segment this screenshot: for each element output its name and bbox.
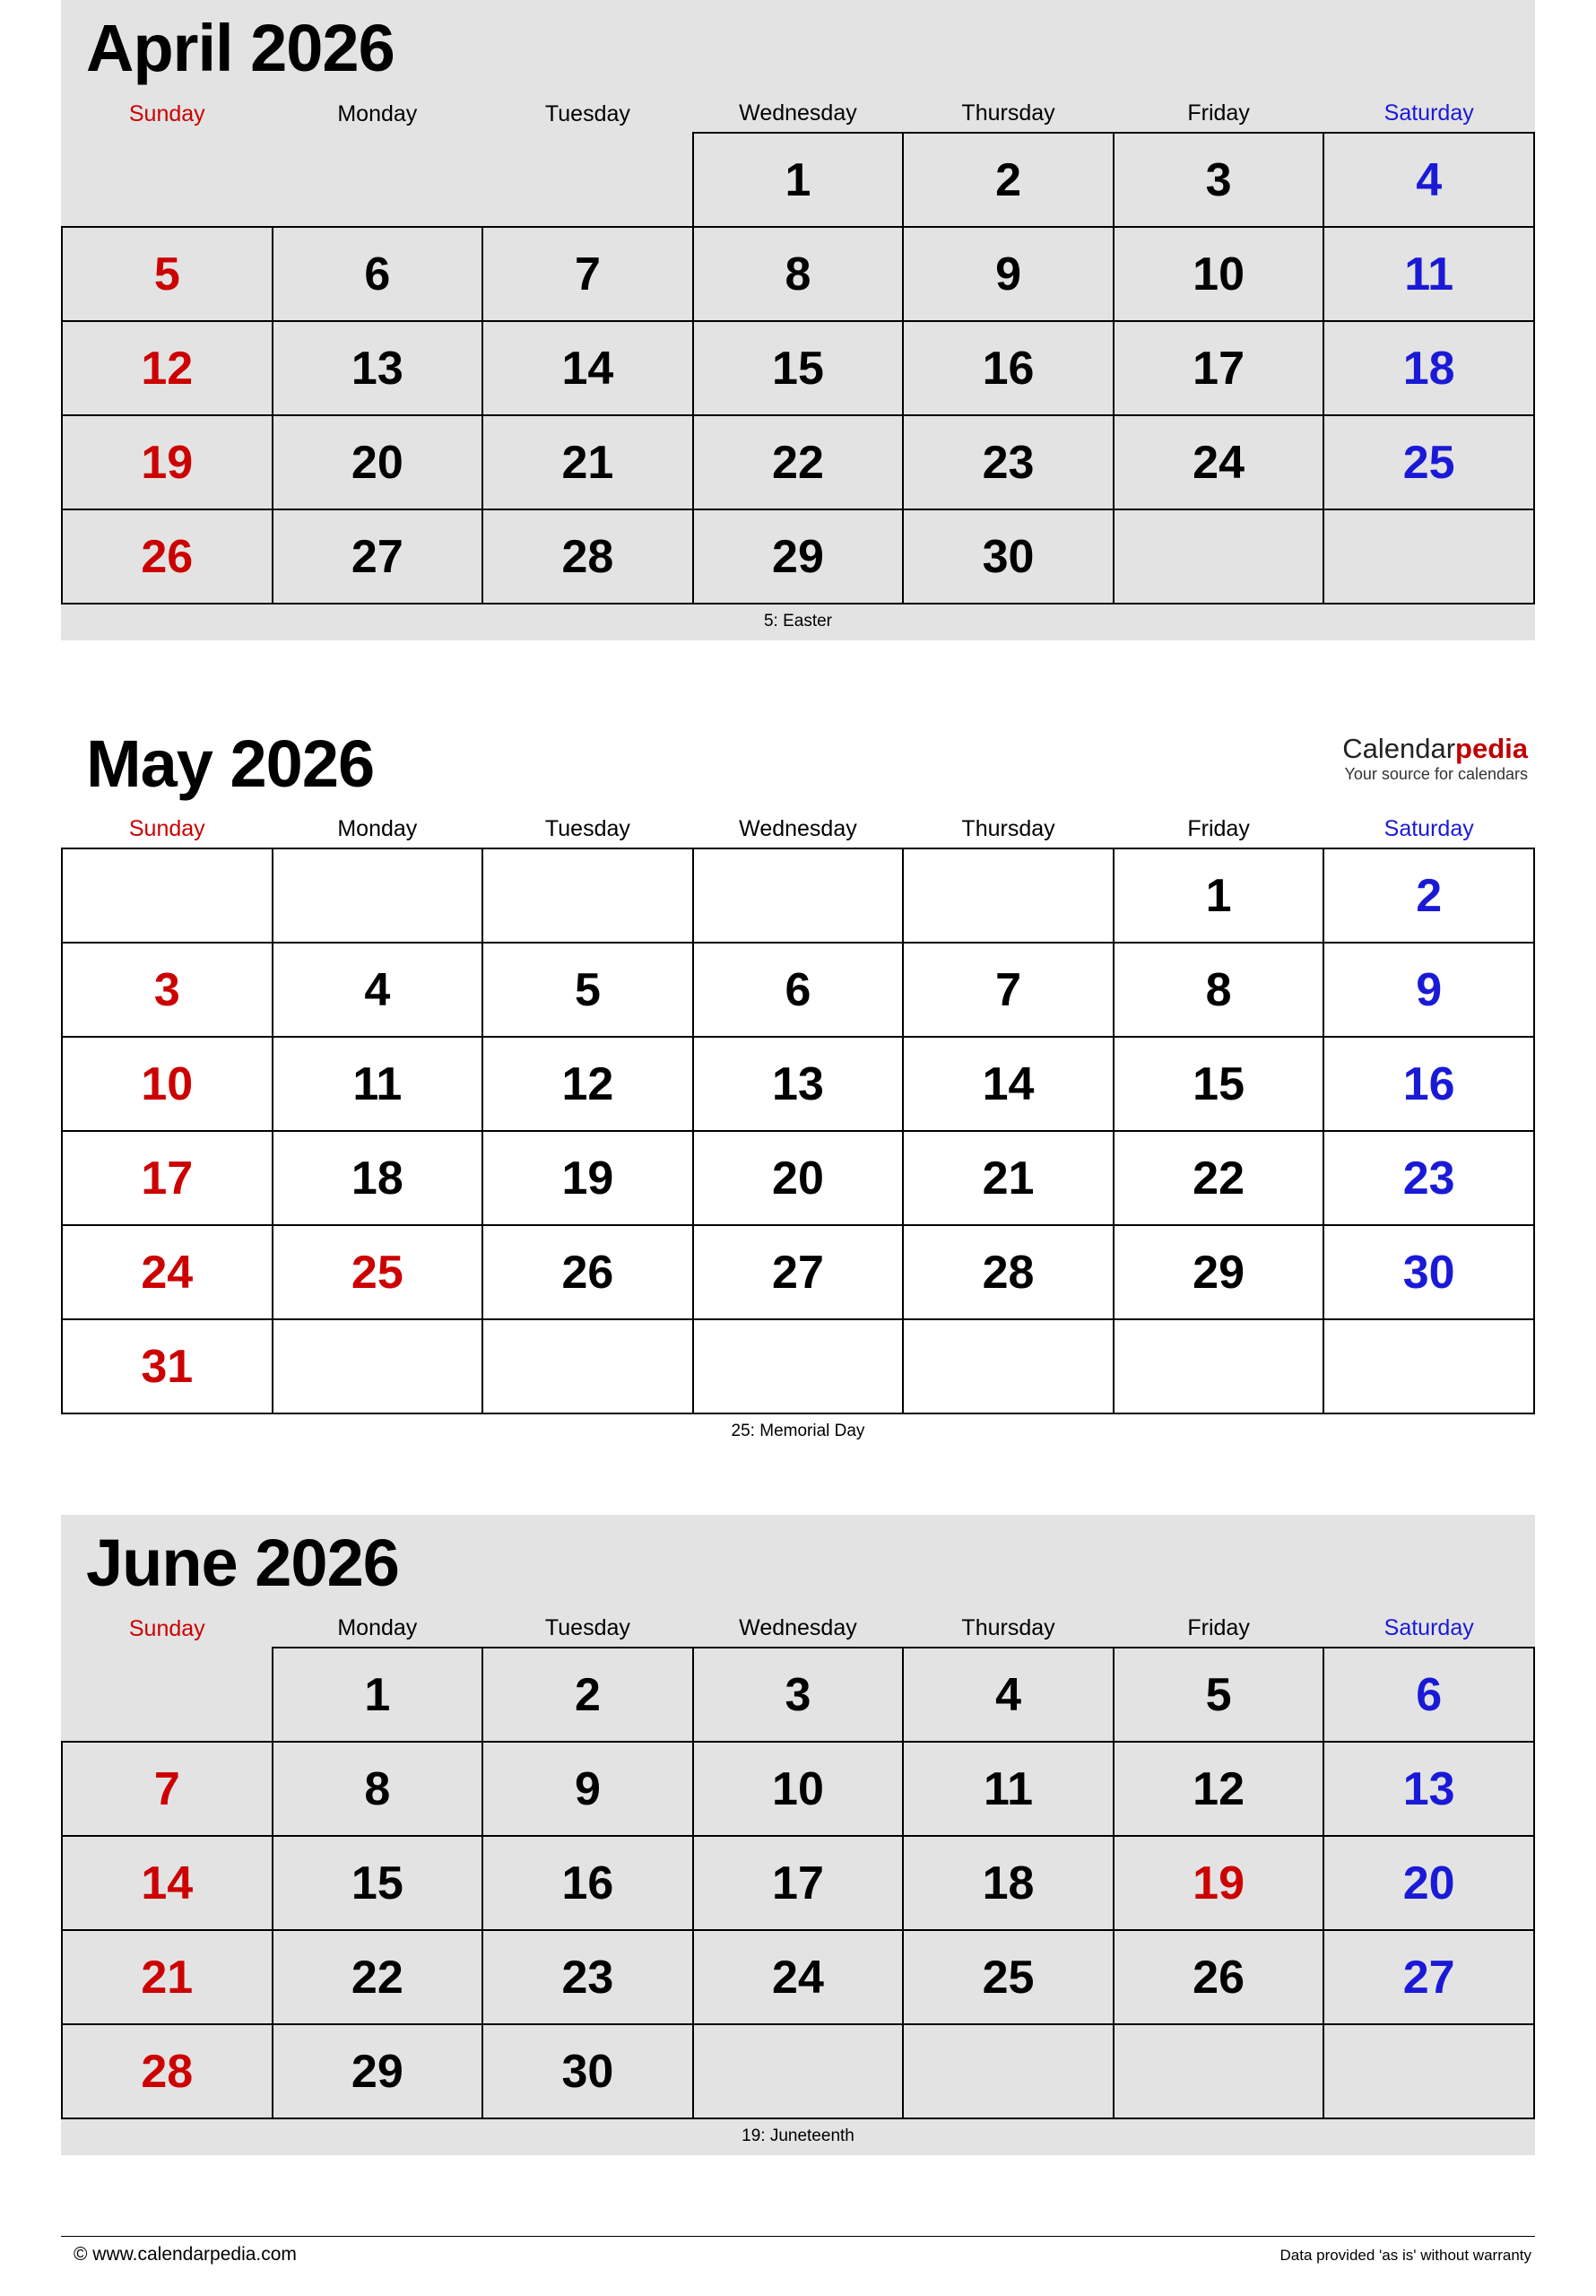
weekday-sunday: Sunday: [128, 1615, 205, 1641]
day-cell-empty: [62, 1648, 273, 1742]
day-cell: 2: [1323, 848, 1534, 943]
day-cell: 5: [482, 943, 693, 1037]
day-cell: 21: [482, 415, 693, 509]
day-cell: 18: [903, 1836, 1114, 1930]
month-title-june: June 2026: [86, 1526, 399, 1600]
calendar-table-june: [61, 1615, 1535, 2119]
day-cell: 15: [273, 1836, 483, 1930]
day-cell-holiday: 19: [1114, 1836, 1324, 1930]
month-header-may: [61, 716, 1535, 816]
brand-name-dark: Calendar: [1342, 733, 1456, 764]
weekday-friday: Friday: [1187, 816, 1250, 841]
day-cell: 15: [693, 321, 904, 415]
day-cell: 12: [62, 321, 273, 415]
day-cell-empty: [903, 2024, 1114, 2118]
weekday-wednesday: Wednesday: [739, 100, 857, 126]
weekday-friday: Friday: [1187, 100, 1250, 126]
day-cell: 3: [62, 943, 273, 1037]
day-cell: 26: [482, 1225, 693, 1319]
day-cell: 19: [62, 415, 273, 509]
weekday-tuesday: Tuesday: [544, 1615, 630, 1640]
calendar-week-row: [62, 227, 1534, 321]
day-cell: 9: [482, 1742, 693, 1836]
day-cell: 20: [693, 1131, 904, 1225]
weekday-monday: Monday: [337, 816, 418, 841]
day-cell: 26: [62, 509, 273, 604]
day-cell: 16: [1323, 1037, 1534, 1131]
day-cell: 23: [482, 1930, 693, 2024]
weekday-header-row: [62, 816, 1534, 848]
calendar-week-row: [62, 848, 1534, 943]
calendar-week-row: [62, 1225, 1534, 1319]
weekday-header-row: [62, 100, 1534, 133]
day-cell-empty: [482, 848, 693, 943]
day-cell-empty: [62, 133, 273, 227]
month-block-june: [61, 1515, 1535, 2155]
spacer: [61, 640, 1535, 716]
brand-tagline: Your source for calendars: [1344, 765, 1528, 784]
calendar-week-row: [62, 1930, 1534, 2024]
day-cell: 4: [1323, 133, 1534, 227]
day-cell: 30: [482, 2024, 693, 2118]
day-cell: 12: [1114, 1742, 1324, 1836]
weekday-header-row: [62, 1615, 1534, 1648]
day-cell: 23: [1323, 1131, 1534, 1225]
day-cell: 28: [903, 1225, 1114, 1319]
weekday-thursday: Thursday: [961, 1615, 1055, 1640]
footer-divider: [61, 2236, 1535, 2237]
month-header-april: [61, 0, 1535, 100]
day-cell-empty: [1323, 509, 1534, 604]
month-header-june: [61, 1515, 1535, 1615]
day-cell-empty: [693, 2024, 904, 2118]
calendar-table-may: [61, 816, 1535, 1414]
day-cell: 8: [693, 227, 904, 321]
day-cell-empty: [1114, 509, 1324, 604]
weekday-saturday: Saturday: [1383, 1615, 1474, 1640]
day-cell: 24: [1114, 415, 1324, 509]
day-cell: 13: [1323, 1742, 1534, 1836]
day-cell-empty: [273, 848, 483, 943]
month-notes-may: 25: Memorial Day: [731, 1422, 865, 1440]
day-cell: 7: [62, 1742, 273, 1836]
day-cell: 9: [1323, 943, 1534, 1037]
day-cell: 17: [1114, 321, 1324, 415]
month-title-may: May 2026: [86, 726, 375, 801]
calendar-week-row: [62, 943, 1534, 1037]
day-cell: 27: [693, 1225, 904, 1319]
day-cell: 14: [62, 1836, 273, 1930]
weekday-tuesday: Tuesday: [544, 816, 630, 841]
day-cell: 17: [693, 1836, 904, 1930]
day-cell: 2: [482, 1648, 693, 1742]
day-cell: 10: [1114, 227, 1324, 321]
day-cell: 16: [482, 1836, 693, 1930]
day-cell-empty: [1323, 1319, 1534, 1413]
day-cell: 6: [273, 227, 483, 321]
day-cell-empty: [62, 848, 273, 943]
day-cell: 18: [1323, 321, 1534, 415]
day-cell-holiday: 25: [273, 1225, 483, 1319]
day-cell: 20: [1323, 1836, 1534, 1930]
day-cell: 4: [903, 1648, 1114, 1742]
day-cell: 18: [273, 1131, 483, 1225]
day-cell-empty: [903, 848, 1114, 943]
day-cell: 24: [62, 1225, 273, 1319]
day-cell: 26: [1114, 1930, 1324, 2024]
day-cell: 29: [273, 2024, 483, 2118]
spacer: [61, 1450, 1535, 1515]
day-cell-empty: [1114, 2024, 1324, 2118]
day-cell: 20: [273, 415, 483, 509]
day-cell: 30: [1323, 1225, 1534, 1319]
day-cell: 2: [903, 133, 1114, 227]
day-cell: 6: [693, 943, 904, 1037]
weekday-wednesday: Wednesday: [739, 816, 857, 841]
day-cell: 14: [482, 321, 693, 415]
day-cell: 3: [693, 1648, 904, 1742]
day-cell: 8: [1114, 943, 1324, 1037]
day-cell: 25: [1323, 415, 1534, 509]
weekday-saturday: Saturday: [1383, 100, 1474, 126]
day-cell: 11: [903, 1742, 1114, 1836]
day-cell: 13: [693, 1037, 904, 1131]
day-cell: 22: [693, 415, 904, 509]
day-cell: 12: [482, 1037, 693, 1131]
weekday-monday: Monday: [337, 100, 418, 126]
day-cell-empty: [482, 1319, 693, 1413]
day-cell-empty: [273, 1319, 483, 1413]
day-cell: 29: [1114, 1225, 1324, 1319]
day-cell: 21: [903, 1131, 1114, 1225]
brand-name-red: pedia: [1455, 733, 1528, 764]
weekday-wednesday: Wednesday: [739, 1615, 857, 1640]
brand-logo: [1342, 734, 1528, 784]
month-block-april: [61, 0, 1535, 640]
day-cell: 7: [482, 227, 693, 321]
day-cell: 27: [1323, 1930, 1534, 2024]
calendar-week-row: [62, 2024, 1534, 2118]
day-cell: 5: [1114, 1648, 1324, 1742]
day-cell-empty: [693, 1319, 904, 1413]
day-cell: 4: [273, 943, 483, 1037]
day-cell: 22: [273, 1930, 483, 2024]
calendar-week-row: [62, 1319, 1534, 1413]
day-cell: 11: [273, 1037, 483, 1131]
weekday-sunday: Sunday: [128, 816, 205, 841]
day-cell: 28: [482, 509, 693, 604]
day-cell-empty: [482, 133, 693, 227]
day-cell: 28: [62, 2024, 273, 2118]
footer-copyright: © www.calendarpedia.com: [74, 2244, 297, 2265]
calendar-week-row: [62, 1836, 1534, 1930]
calendar-week-row: [62, 1648, 1534, 1742]
day-cell: 13: [273, 321, 483, 415]
day-cell: 15: [1114, 1037, 1324, 1131]
page-footer: [61, 2244, 1535, 2271]
day-cell-empty: [1323, 2024, 1534, 2118]
day-cell: 21: [62, 1930, 273, 2024]
brand-name: [1342, 734, 1528, 764]
day-cell: 1: [273, 1648, 483, 1742]
day-cell: 29: [693, 509, 904, 604]
weekday-thursday: Thursday: [961, 816, 1055, 841]
day-cell: 16: [903, 321, 1114, 415]
calendar-week-row: [62, 321, 1534, 415]
calendar-week-row: [62, 509, 1534, 604]
day-cell: 8: [273, 1742, 483, 1836]
day-cell: 23: [903, 415, 1114, 509]
day-cell: 31: [62, 1319, 273, 1413]
calendar-week-row: [62, 1742, 1534, 1836]
weekday-thursday: Thursday: [961, 100, 1055, 126]
weekday-sunday: Sunday: [128, 100, 205, 126]
day-cell: 30: [903, 509, 1114, 604]
day-cell: 1: [1114, 848, 1324, 943]
day-cell-empty: [1114, 1319, 1324, 1413]
month-notes-april: 5: Easter: [763, 612, 833, 631]
day-cell-empty: [693, 848, 904, 943]
weekday-tuesday: Tuesday: [544, 100, 630, 126]
day-cell-empty: [273, 133, 483, 227]
day-cell: 25: [903, 1930, 1114, 2024]
day-cell-empty: [903, 1319, 1114, 1413]
day-cell: 5: [62, 227, 273, 321]
day-cell: 10: [62, 1037, 273, 1131]
day-cell: 3: [1114, 133, 1324, 227]
calendar-week-row: [62, 415, 1534, 509]
calendar-table-april: [61, 100, 1535, 604]
day-cell: 24: [693, 1930, 904, 2024]
day-cell: 10: [693, 1742, 904, 1836]
footer-disclaimer: Data provided 'as is' without warranty: [1279, 2247, 1531, 2264]
calendar-week-row: [62, 133, 1534, 227]
calendar-week-row: [62, 1131, 1534, 1225]
weekday-monday: Monday: [337, 1615, 418, 1640]
month-notes-june: 19: Juneteenth: [742, 2126, 854, 2145]
weekday-saturday: Saturday: [1383, 816, 1474, 841]
month-block-may: [61, 716, 1535, 1450]
day-cell: 27: [273, 509, 483, 604]
weekday-friday: Friday: [1187, 1615, 1250, 1640]
day-cell: 9: [903, 227, 1114, 321]
day-cell: 19: [482, 1131, 693, 1225]
day-cell: 1: [693, 133, 904, 227]
month-title-april: April 2026: [86, 11, 395, 85]
day-cell: 11: [1323, 227, 1534, 321]
day-cell: 14: [903, 1037, 1114, 1131]
day-cell: 22: [1114, 1131, 1324, 1225]
day-cell: 7: [903, 943, 1114, 1037]
day-cell: 17: [62, 1131, 273, 1225]
day-cell: 6: [1323, 1648, 1534, 1742]
calendar-week-row: [62, 1037, 1534, 1131]
